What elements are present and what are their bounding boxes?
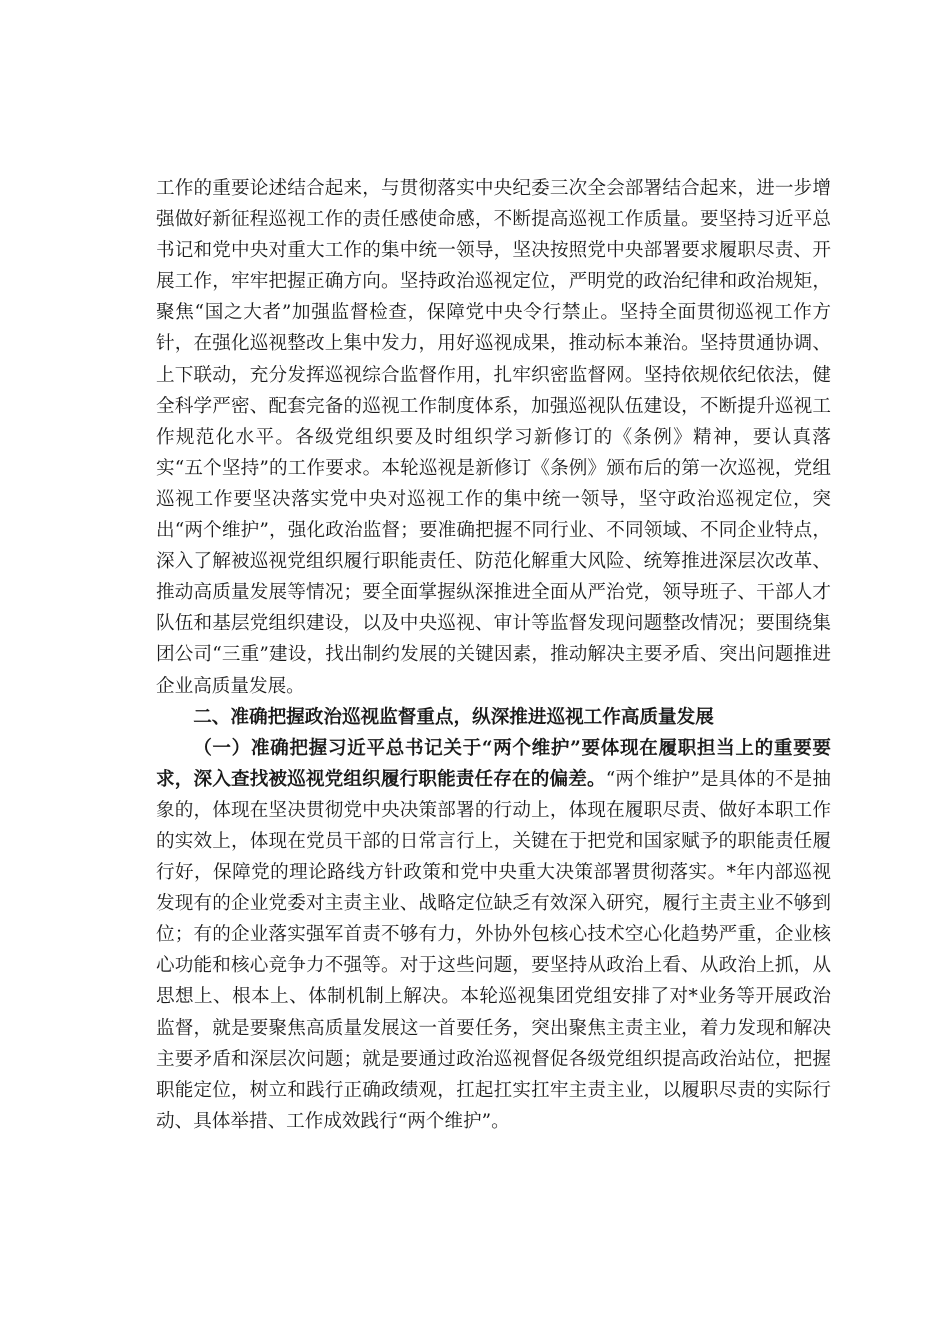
paragraph-2-text: “两个维护”是具体的不是抽象的，体现在坚决贯彻党中央决策部署的行动上，体现在履职尽责、做好本职工作的实效上，体现在党员干部的日常言行上，关键在于把党和国家赋予的职能责任履行好，保障党的理论路线方针政策和党中央重大决策部署贯彻落实。*年内部巡视发现有的企业党委对主责主业、战略定位缺乏有效深入研究，履行主责主业不够到位；有的企业落实强军首责不够有力，外协外包核心技术空心化趋势严重，企业核心功能和核心竞争力不强等。对于这些问题，要坚持从政治上看、从政治上抓，从思想上、根本上、体制机制上解决。本轮巡视集团党组安排了对*业务等开展政治监督，就是要聚焦高质量发展这一首要任务，突出聚焦主责主业，着力发现和解决主要矛盾和深层次问题；就是要通过政治巡视督促各级党组织提高政治站位，把握职能定位，树立和践行正确政绩观，扛起扛实扛牢主责主业，以履职尽责的实际行动、具体举措、工作成效践行“两个维护”。 [156,768,831,1132]
paragraph-1: 工作的重要论述结合起来，与贯彻落实中央纪委三次全会部署结合起来，进一步增强做好新征程巡视工作的责任感使命感，不断提高巡视工作质量。要坚持习近平总书记和党中央对重大工作的集中统一领导，坚决按照党中央部署要求履职尽责、开展工作，牢牢把握正确方向。坚持政治巡视定位，严明党的政治纪律和政治规矩，聚焦“国之大者”加强监督检查，保障党中央令行禁止。坚持全面贯彻巡视工作方针，在强化巡视整改上集中发力，用好巡视成果，推动标本兼治。坚持贯通协调、上下联动，充分发挥巡视综合监督作用，扎牢织密监督网。坚持依规依纪依法，健全科学严密、配套完备的巡视工作制度体系，加强巡视队伍建设，不断提升巡视工作规范化水平。各级党组织要及时组织学习新修订的《条例》精神，要认真落实“五个坚持”的工作要求。本轮巡视是新修订《条例》颁布后的第一次巡视，党组巡视工作要坚决落实党中央对巡视工作的集中统一领导，坚守政治巡视定位，突出“两个维护”，强化政治监督；要准确把握不同行业、不同领域、不同企业特点，深入了解被巡视党组织履行职能责任、防范化解重大风险、统筹推进深层次改革、推动高质量发展等情况；要全面掌握纵深推进全面从严治党，领导班子、干部人才队伍和基层党组织建设，以及中央巡视、审计等监督发现问题整改情况；要围绕集团公司“三重”建设，找出制约发展的关键因素，推动解决主要矛盾、突出问题推进企业高质量发展。 [156,178,831,697]
section-heading-2: 二、准确把握政治巡视监督重点，纵深推进巡视工作高质量发展 [193,706,714,728]
paragraph-2 [156,733,831,1137]
subheading-1: （一）准确把握习近平总书记关于“两个维护”要体现在履职担当上的重要要求，深入查找被巡视党组织履行职能责任存在的偏差。 [156,737,831,790]
document-body [156,173,831,1137]
